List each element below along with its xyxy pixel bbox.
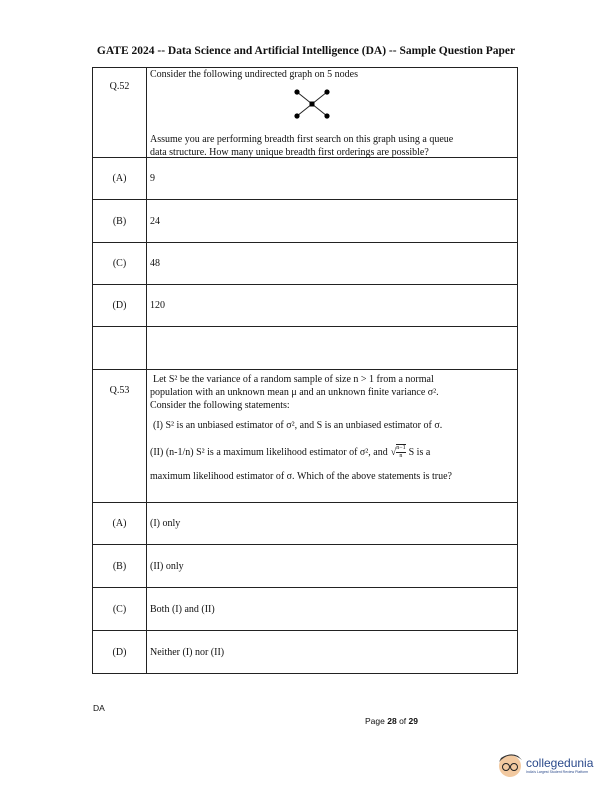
statement-1: (I) S² is an unbiased estimator of σ², and S is an unbiased estimator of σ. — [153, 420, 443, 431]
option-value: 48 — [150, 258, 160, 269]
option-d[interactable] — [92, 285, 518, 327]
option-value: 9 — [150, 173, 155, 184]
question-53 — [92, 370, 518, 503]
question-text: data structure. How many unique breadth first orderings are possible? — [150, 147, 429, 158]
brand-tagline: India's Largest Student Review Platform — [526, 770, 589, 774]
page-total: 29 — [408, 716, 419, 726]
statement-2-cont: maximum likelihood estimator of σ. Which of the above statements is true? — [150, 471, 452, 482]
option-c[interactable] — [92, 243, 518, 285]
question-text: Assume you are performing breadth first search on this graph using a queue — [150, 134, 454, 145]
page-prefix: Page — [365, 716, 385, 726]
question-52 — [92, 67, 518, 158]
option-value: Neither (I) nor (II) — [150, 646, 225, 658]
option-label: (D) — [93, 631, 147, 673]
question-number: Q.52 — [109, 81, 130, 92]
page-header: GATE 2024 -- Data Science and Artificial Intelligence (DA) -- Sample Question Paper — [96, 45, 516, 57]
option-b[interactable] — [92, 545, 518, 588]
brand-name: collegedunia — [526, 756, 594, 770]
option-a[interactable] — [92, 158, 518, 200]
page-current: 28 — [387, 716, 397, 726]
option-label: (C) — [93, 243, 147, 284]
option-d[interactable] — [92, 631, 518, 674]
statement-text: S is a — [408, 446, 431, 458]
option-value: Both (I) and (II) — [150, 603, 215, 615]
question-text: population with an unknown mean μ and an unknown finite variance σ². — [150, 387, 439, 398]
statement-2 — [150, 444, 513, 460]
sqrt-fraction: √ $\frac{n-1}{n}$ — [390, 445, 406, 459]
page-of: of — [399, 716, 407, 726]
question-number: Q.53 — [109, 385, 130, 396]
option-value: 120 — [150, 300, 165, 311]
option-label: (D) — [93, 285, 147, 326]
question-text: Consider the following statements: — [150, 400, 290, 411]
option-b[interactable] — [92, 200, 518, 243]
option-c[interactable] — [92, 588, 518, 631]
mascot-icon — [496, 750, 524, 780]
option-value: (I) only — [150, 518, 181, 529]
question-text: Let S² be the variance of a random sample of size n > 1 from a normal — [153, 374, 434, 385]
option-label: (C) — [93, 588, 147, 630]
question-intro: Consider the following undirected graph on 5 nodes — [150, 69, 359, 80]
option-label: (A) — [93, 503, 147, 544]
option-value: 24 — [150, 215, 160, 227]
option-label: (B) — [93, 545, 147, 587]
graph-diagram — [282, 84, 342, 124]
option-label: (B) — [93, 200, 147, 242]
footer-code: DA — [93, 703, 105, 713]
page-number — [365, 716, 418, 726]
spacer-row — [92, 327, 518, 370]
numerator: n−1 — [396, 445, 406, 451]
option-value: (II) only — [150, 560, 184, 572]
option-a[interactable] — [92, 503, 518, 545]
statement-text: (II) (n-1/n) S² is a maximum likelihood estimator of σ², and — [150, 446, 388, 458]
collegedunia-logo — [496, 750, 593, 780]
denominator: n — [399, 453, 403, 459]
option-label: (A) — [93, 158, 147, 199]
